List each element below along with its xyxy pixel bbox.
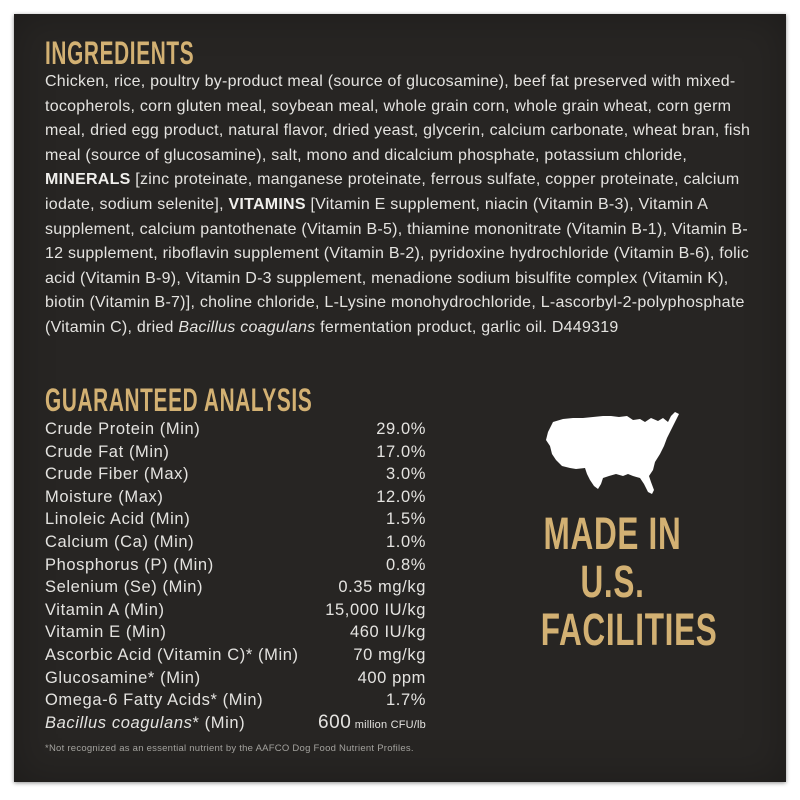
- analysis-row-label: Selenium (Se) (Min): [45, 578, 204, 597]
- analysis-row-value: 1.5%: [385, 510, 426, 529]
- analysis-row: [45, 531, 426, 554]
- made-in-us-block: [510, 408, 718, 655]
- analysis-row-label: Ascorbic Acid (Vitamin C)* (Min): [45, 645, 299, 664]
- ingredients-text: Chicken, rice, poultry by-product meal (source of glucosamine), beef fat preserved with mixed-tocopherols, corn gluten meal, soybean meal, whole grain corn, whole grain wheat, corn germ meal, dried egg product, natural flavor, dried yeast, glycerin, calcium carbonate, wheat bran, fish meal (source of glucosamine), salt, mono and dicalcium phosphate, potassium chloride, MINERALS [zinc proteinate, manganese proteinate, ferrous sulfate, copper proteinate, calcium iodate, sodium selenite], VITAMINS [Vitamin E supplement, niacin (Vitamin B-3), Vitamin A supplement, calcium pantothenate (Vitamin B-5), thiamine mononitrate (Vitamin B-1), Vitamin B-12 supplement, riboflavin supplement (Vitamin B-2), pyridoxine hydrochloride (Vitamin B-6), folic acid (Vitamin B-9), Vitamin D-3 supplement, menadione sodium bisulfite complex (Vitamin K), biotin (Vitamin B-7)], choline chloride, L-Lysine monohydrochloride, L-ascorbyl-2-polyphosphate (Vitamin C), dried Bacillus coagulans fermentation product, garlic oil. D449319: [45, 73, 751, 336]
- analysis-footnote: *Not recognized as an essential nutrient by the AAFCO Dog Food Nutrient Profiles.: [45, 743, 414, 754]
- made-in-line-3: FACILITIES: [540, 604, 718, 655]
- analysis-row-value: 460 IU/kg: [349, 623, 426, 642]
- analysis-row: [45, 689, 426, 712]
- analysis-row: [45, 644, 426, 667]
- analysis-row-value: 600 million CFU/lb: [317, 711, 426, 733]
- analysis-row-value: 3.0%: [385, 465, 426, 484]
- analysis-row-value: 12.0%: [376, 487, 426, 506]
- analysis-row-label: Moisture (Max): [45, 487, 164, 506]
- analysis-row-label: Linoleic Acid (Min): [45, 510, 191, 529]
- analysis-row-value: 400 ppm: [357, 668, 426, 687]
- made-in-line-1: MADE IN: [543, 508, 682, 559]
- analysis-row: [45, 508, 426, 531]
- analysis-row: [45, 712, 426, 737]
- analysis-row: [45, 667, 426, 690]
- analysis-row: [45, 621, 426, 644]
- analysis-row-value: 1.0%: [385, 532, 426, 551]
- ingredients-heading: INGREDIENTS: [45, 35, 195, 71]
- guaranteed-analysis-heading: GUARANTEED ANALYSIS: [45, 382, 313, 418]
- guaranteed-analysis-table: [45, 418, 426, 736]
- analysis-row: [45, 599, 426, 622]
- analysis-row-label: Vitamin A (Min): [45, 600, 165, 619]
- analysis-row-label: Phosphorus (P) (Min): [45, 555, 214, 574]
- analysis-row-value: 1.7%: [385, 691, 426, 710]
- analysis-row: [45, 441, 426, 464]
- analysis-row-label: Crude Fiber (Max): [45, 465, 190, 484]
- analysis-row-label: Bacillus coagulans* (Min): [45, 713, 246, 732]
- analysis-row-label: Glucosamine* (Min): [45, 668, 201, 687]
- label-panel: [14, 14, 786, 782]
- analysis-row-value: 17.0%: [376, 442, 426, 461]
- analysis-row-label: Crude Fat (Min): [45, 442, 170, 461]
- analysis-row-value: 0.8%: [385, 555, 426, 574]
- analysis-row: [45, 576, 426, 599]
- analysis-row-label: Crude Protein (Min): [45, 420, 201, 438]
- analysis-row-value: 0.35 mg/kg: [338, 578, 426, 597]
- us-map-icon: [543, 408, 683, 500]
- analysis-row-label: Omega-6 Fatty Acids* (Min): [45, 691, 264, 710]
- analysis-row: [45, 463, 426, 486]
- analysis-row: [45, 554, 426, 577]
- made-in-line-2: U.S.: [580, 556, 645, 607]
- analysis-row: [45, 486, 426, 509]
- analysis-row-label: Calcium (Ca) (Min): [45, 532, 195, 551]
- analysis-row-label: Vitamin E (Min): [45, 623, 167, 642]
- analysis-row-value: 29.0%: [376, 420, 426, 438]
- analysis-row: [45, 418, 426, 441]
- analysis-row-value: 15,000 IU/kg: [325, 600, 426, 619]
- analysis-row-value: 70 mg/kg: [353, 645, 426, 664]
